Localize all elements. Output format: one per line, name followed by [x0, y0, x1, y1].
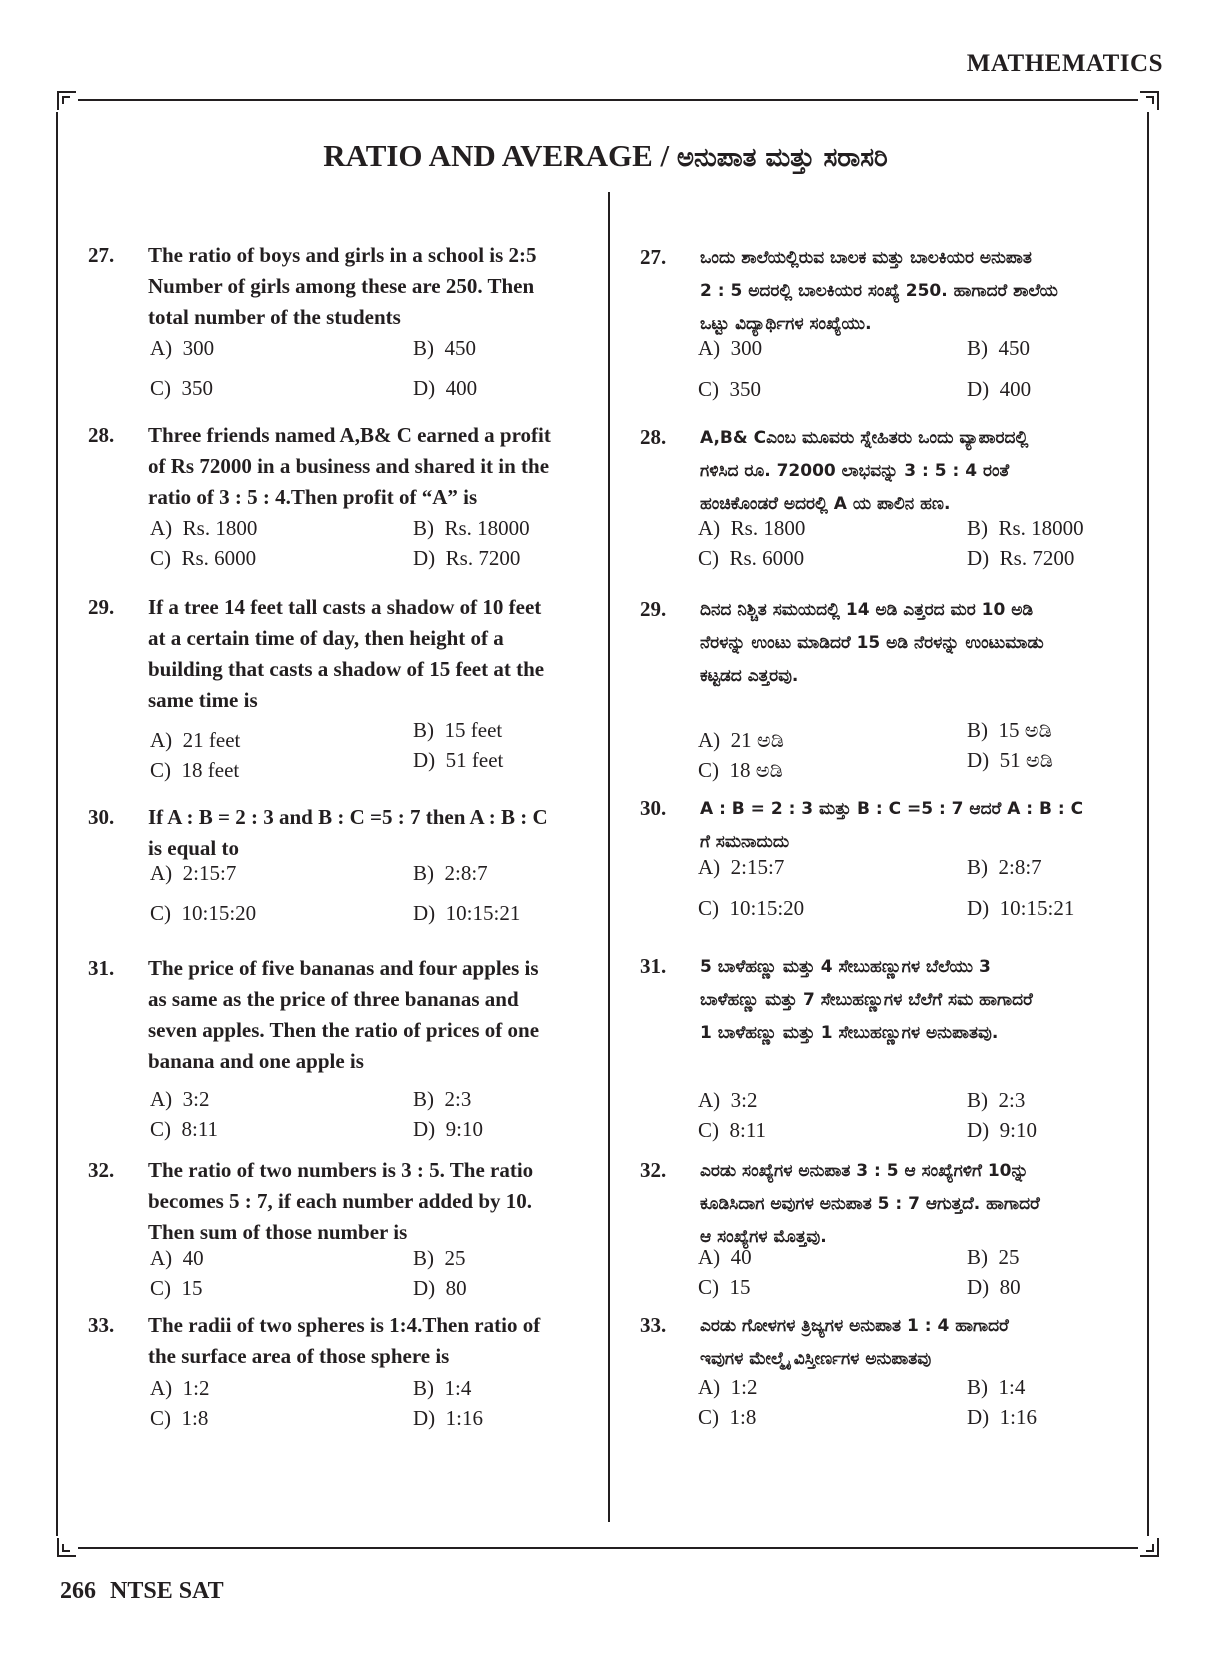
- question-line: ದಿನದ ನಿಶ್ಚಿತ ಸಮಯದಲ್ಲಿ 14 ಅಡಿ ಎತ್ತರದ ಮರ 10 ಅಡಿ: [700, 600, 1034, 620]
- question-line: as same as the price of three bananas and: [148, 987, 519, 1011]
- question-line: 2 : 5 ಅದರಲ್ಲಿ ಬಾಲಕಿಯರ ಸಂಖ್ಯೆ 250. ಹಾಗಾದರೆ ಶಾಲೆಯ: [700, 281, 1058, 301]
- answer-option: C) 350: [150, 376, 213, 400]
- answer-option: B) 450: [413, 336, 476, 360]
- question-text: [700, 951, 1185, 1050]
- question-line: becomes 5 : 7, if each number added by 10.: [148, 1189, 533, 1213]
- question-number: 30.: [88, 805, 115, 829]
- question-number: 28.: [88, 423, 115, 447]
- question-number: 32.: [640, 1158, 667, 1182]
- question-line: The ratio of two numbers is 3 : 5. The ratio: [148, 1158, 534, 1182]
- answer-option: D) 1:16: [413, 1406, 483, 1430]
- question-line: ಆ ಸಂಖ್ಯೆಗಳ ಮೊತ್ತವು.: [700, 1227, 827, 1247]
- question-number: 27.: [88, 243, 115, 267]
- question-number: 32.: [88, 1158, 115, 1182]
- answer-option: C) 8:11: [150, 1117, 219, 1141]
- answer-option: B) 450: [967, 336, 1030, 360]
- page-number: 266: [60, 1578, 96, 1604]
- question-line: Number of girls among these are 250. Then: [148, 274, 535, 298]
- question-line: building that casts a shadow of 15 feet at the: [148, 657, 545, 681]
- question-text: [700, 594, 1185, 693]
- answer-option: A) 2:15:7: [698, 855, 785, 879]
- answer-option: B) 15 ಅಡಿ: [967, 718, 1052, 742]
- question-line: at a certain time of day, then height of a: [148, 626, 504, 650]
- answer-option: D) 400: [967, 377, 1032, 401]
- answer-option: A) 1:2: [698, 1375, 758, 1399]
- question-line: Then sum of those number is: [148, 1220, 408, 1244]
- answer-option: D) 80: [967, 1275, 1021, 1299]
- question-number: 31.: [640, 954, 667, 978]
- question-line: banana and one apple is: [148, 1049, 364, 1073]
- question-number: 28.: [640, 425, 667, 449]
- question-number: 33.: [88, 1313, 115, 1337]
- answer-option: D) Rs. 7200: [413, 546, 521, 570]
- title-kannada: ಅನುಪಾತ ಮತ್ತು ಸರಾಸರಿ: [676, 143, 888, 173]
- answer-option: C) 15: [150, 1276, 203, 1300]
- answer-option: C) 18 ಅಡಿ: [698, 758, 783, 782]
- question-line: The price of five bananas and four apples is: [148, 956, 539, 980]
- answer-option: C) 1:8: [698, 1405, 757, 1429]
- question-line: the surface area of those sphere is: [148, 1344, 450, 1368]
- answer-option: D) 10:15:21: [967, 896, 1075, 920]
- answer-option: A) 1:2: [150, 1376, 210, 1400]
- question-line: total number of the students: [148, 305, 401, 329]
- answer-option: B) 1:4: [413, 1376, 472, 1400]
- answer-option: C) 10:15:20: [150, 901, 257, 925]
- question-line: ratio of 3 : 5 : 4.Then profit of “A” is: [148, 485, 478, 509]
- answer-option: B) 25: [413, 1246, 466, 1270]
- answer-option: A) 2:15:7: [150, 861, 237, 885]
- question-line: ಎರಡು ಸಂಖ್ಯೆಗಳ ಅನುಪಾತ 3 : 5 ಆ ಸಂಖ್ಯೆಗಳಿಗೆ 10ನ್ನು: [700, 1161, 1029, 1181]
- answer-option: D) 1:16: [967, 1405, 1037, 1429]
- question-line: seven apples. Then the ratio of prices of one: [148, 1018, 540, 1042]
- answer-option: B) 2:8:7: [413, 861, 488, 885]
- answer-option: C) Rs. 6000: [150, 546, 257, 570]
- answer-option: A) 40: [150, 1246, 204, 1270]
- answer-option: D) 400: [413, 376, 478, 400]
- answer-option: A) 3:2: [150, 1087, 210, 1111]
- answer-option: C) Rs. 6000: [698, 546, 805, 570]
- question-line: 1 ಬಾಳೆಹಣ್ಣು ಮತ್ತು 1 ಸೇಬುಹಣ್ಣುಗಳ ಅನುಪಾತವು.: [700, 1023, 999, 1043]
- question-text: [700, 1310, 1185, 1376]
- question-line: The radii of two spheres is 1:4.Then ratio of: [148, 1313, 541, 1337]
- title-english: RATIO AND AVERAGE /: [323, 138, 670, 173]
- answer-option: A) 3:2: [698, 1088, 758, 1112]
- question-number: 31.: [88, 956, 115, 980]
- answer-option: C) 1:8: [150, 1406, 209, 1430]
- answer-option: A) 21 feet: [150, 728, 241, 752]
- book-title: NTSE SAT: [110, 1578, 224, 1604]
- answer-option: A) Rs. 1800: [150, 516, 258, 540]
- answer-option: D) 51 ಅಡಿ: [967, 748, 1053, 772]
- answer-option: B) 1:4: [967, 1375, 1026, 1399]
- question-number: 27.: [640, 245, 667, 269]
- answer-option: D) 10:15:21: [413, 901, 521, 925]
- answer-option: A) Rs. 1800: [698, 516, 806, 540]
- page-footer: [60, 1578, 224, 1605]
- question-line: same time is: [148, 688, 258, 712]
- question-text: [700, 422, 1185, 521]
- question-text: [700, 1155, 1185, 1254]
- answer-option: A) 300: [698, 336, 763, 360]
- question-line: If A : B = 2 : 3 and B : C =5 : 7 then A : B : C: [148, 805, 548, 829]
- answer-option: D) 51 feet: [413, 748, 504, 772]
- question-line: ಗೆ ಸಮನಾದುದು: [700, 832, 790, 852]
- answer-option: B) Rs. 18000: [967, 516, 1084, 540]
- question-line: The ratio of boys and girls in a school is 2:5: [148, 243, 537, 267]
- question-line: ಒಂದು ಶಾಲೆಯಲ್ಲಿರುವ ಬಾಲಕ ಮತ್ತು ಬಾಲಕಿಯರ ಅನುಪಾತ: [700, 248, 1032, 268]
- answer-option: B) 25: [967, 1245, 1020, 1269]
- question-line: ಎರಡು ಗೋಳಗಳ ತ್ರಿಜ್ಯಗಳ ಅನುಪಾತ 1 : 4 ಹಾಗಾದರೆ: [700, 1316, 1009, 1336]
- question-line: ಕಟ್ಟಡದ ಎತ್ತರವು.: [700, 666, 799, 686]
- question-line: ಒಟ್ಟು ವಿದ್ಯಾರ್ಥಿಗಳ ಸಂಖ್ಯೆಯು.: [700, 314, 872, 334]
- answer-option: D) 80: [413, 1276, 467, 1300]
- answer-option: A) 300: [150, 336, 215, 360]
- answer-option: D) 9:10: [413, 1117, 483, 1141]
- question-line: is equal to: [148, 836, 240, 860]
- answer-option: C) 15: [698, 1275, 751, 1299]
- question-text: [700, 793, 1185, 859]
- question-line: ಇವುಗಳ ಮೇಲ್ಮೈ ವಿಸ್ತೀರ್ಣಗಳ ಅನುಪಾತವು: [700, 1349, 932, 1369]
- question-number: 30.: [640, 796, 667, 820]
- answer-option: C) 8:11: [698, 1118, 767, 1142]
- question-line: ನೆರಳನ್ನು ಉಂಟು ಮಾಡಿದರೆ 15 ಅಡಿ ನೆರಳನ್ನು ಉಂಟುಮಾಡು: [700, 633, 1044, 653]
- question-text: [700, 242, 1185, 341]
- answer-option: A) 21 ಅಡಿ: [698, 728, 784, 752]
- question-line: of Rs 72000 in a business and shared it in the: [148, 454, 550, 478]
- answer-option: B) Rs. 18000: [413, 516, 530, 540]
- answer-option: D) Rs. 7200: [967, 546, 1075, 570]
- answer-option: B) 2:8:7: [967, 855, 1042, 879]
- question-number: 29.: [640, 597, 667, 621]
- question-line: If a tree 14 feet tall casts a shadow of 10 feet: [148, 595, 542, 619]
- answer-option: B) 15 feet: [413, 718, 503, 742]
- answer-option: B) 2:3: [413, 1087, 472, 1111]
- question-line: ಕೂಡಿಸಿದಾಗ ಅವುಗಳ ಅನುಪಾತ 5 : 7 ಆಗುತ್ತದೆ. ಹಾಗಾದರೆ: [700, 1194, 1040, 1214]
- question-line: Three friends named A,B& C earned a profit: [148, 423, 551, 447]
- question-number: 33.: [640, 1313, 667, 1337]
- question-line: 5 ಬಾಳೆಹಣ್ಣು ಮತ್ತು 4 ಸೇಬುಹಣ್ಣುಗಳ ಬೆಲೆಯು 3: [700, 957, 991, 977]
- subject-header: MATHEMATICS: [966, 50, 1163, 77]
- answer-option: C) 18 feet: [150, 758, 240, 782]
- question-line: A : B = 2 : 3 ಮತ್ತು B : C =5 : 7 ಆದರೆ A : B : C: [700, 799, 1084, 819]
- question-number: 29.: [88, 595, 115, 619]
- answer-option: D) 9:10: [967, 1118, 1037, 1142]
- question-line: ಗಳಿಸಿದ ರೂ. 72000 ಲಾಭವನ್ನು 3 : 5 : 4 ರಂತೆ: [700, 461, 1010, 481]
- answer-option: A) 40: [698, 1245, 752, 1269]
- answer-option: B) 2:3: [967, 1088, 1026, 1112]
- question-line: ಹಂಚಿಕೊಂಡರೆ ಅದರಲ್ಲಿ A ಯ ಪಾಲಿನ ಹಣ.: [700, 494, 951, 514]
- question-line: ಬಾಳೆಹಣ್ಣು ಮತ್ತು 7 ಸೇಬುಹಣ್ಣುಗಳ ಬೆಲೆಗೆ ಸಮ ಹಾಗಾದರೆ: [700, 990, 1033, 1010]
- answer-option: C) 10:15:20: [698, 896, 805, 920]
- question-line: A,B& Cಎಂಬ ಮೂವರು ಸ್ನೇಹಿತರು ಒಂದು ವ್ಯಾಪಾರದಲ್ಲಿ: [700, 428, 1029, 448]
- answer-option: C) 350: [698, 377, 761, 401]
